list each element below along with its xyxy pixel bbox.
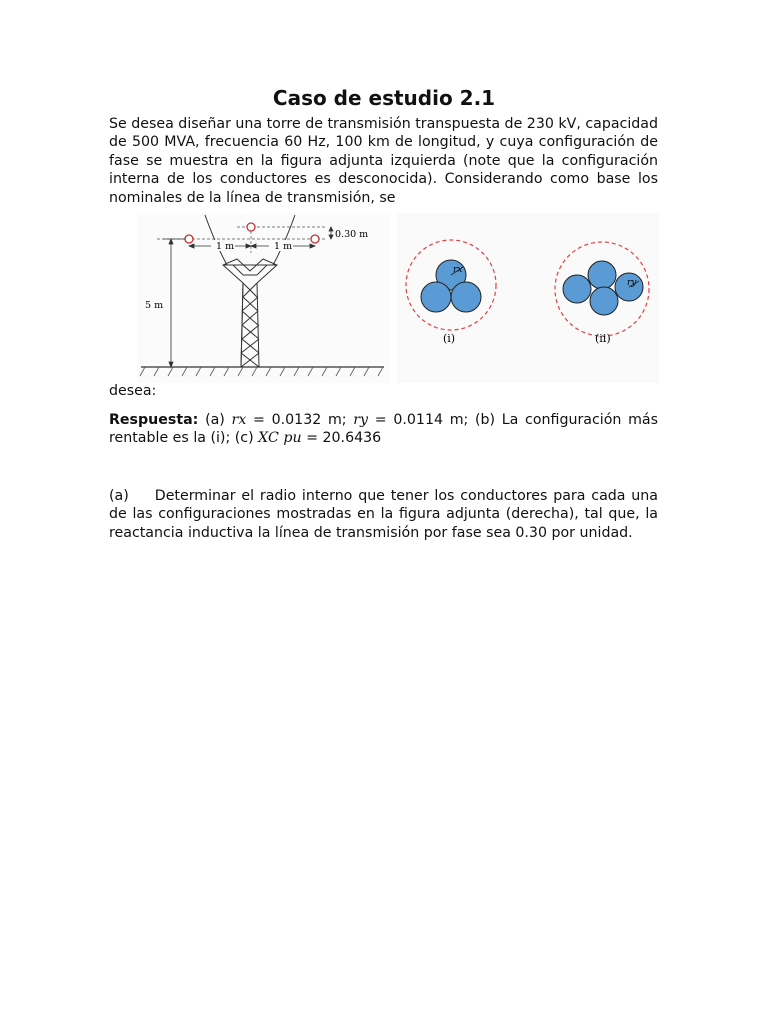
rx-variable: rx xyxy=(231,412,247,428)
rx-label: rx xyxy=(453,265,463,275)
problem-statement-end: desea: xyxy=(109,383,157,399)
dim-1m-right: 1 m xyxy=(274,241,293,252)
xc-variable: XC pu xyxy=(258,430,302,447)
bundle-figure xyxy=(397,213,659,383)
dim-1m-left: 1 m xyxy=(216,241,235,252)
xc-value: = 20.6436 xyxy=(306,430,382,447)
ry-value: = 0.0114 m; (b) La configuración más rentable es la (i); (c) xyxy=(109,412,659,447)
dim-030m: 0.30 m xyxy=(335,229,369,240)
label-i: (i) xyxy=(443,332,456,345)
label-ii: (ii) xyxy=(595,332,611,345)
answer-paragraph xyxy=(109,411,658,448)
problem-statement: Se desea diseñar una torre de transmisión transpuesta de 230 kV, capacidad de 500 MVA, frecuencia 60 Hz, 100 km de longitud, y cuya configuración de fase se muestra en la figura adjunta izquierda (note que la configuración interna de los conductores es desconocida). Considerando como base los nominales de la línea de transmisión, se xyxy=(109,116,658,206)
tower-figure xyxy=(137,213,390,383)
question-a-text: Determinar el radio interno que tener los conductores para cada una de las configuraciones mostradas en la figura adjunta (derecha), tal que, la reactancia inductiva la línea de transmisión por fase sea 0.30 por unidad. xyxy=(109,488,658,541)
question-a xyxy=(109,487,658,542)
answer-part-a: (a) xyxy=(205,412,225,428)
question-a-marker: (a) xyxy=(109,488,129,504)
rx-value: = 0.0132 m; xyxy=(253,412,347,428)
answer-label: Respuesta: xyxy=(109,412,199,428)
ry-label: ry xyxy=(627,278,637,288)
dim-5m: 5 m xyxy=(145,300,164,311)
ry-variable: ry xyxy=(353,412,369,428)
page-title: Caso de estudio 2.1 xyxy=(272,86,496,110)
